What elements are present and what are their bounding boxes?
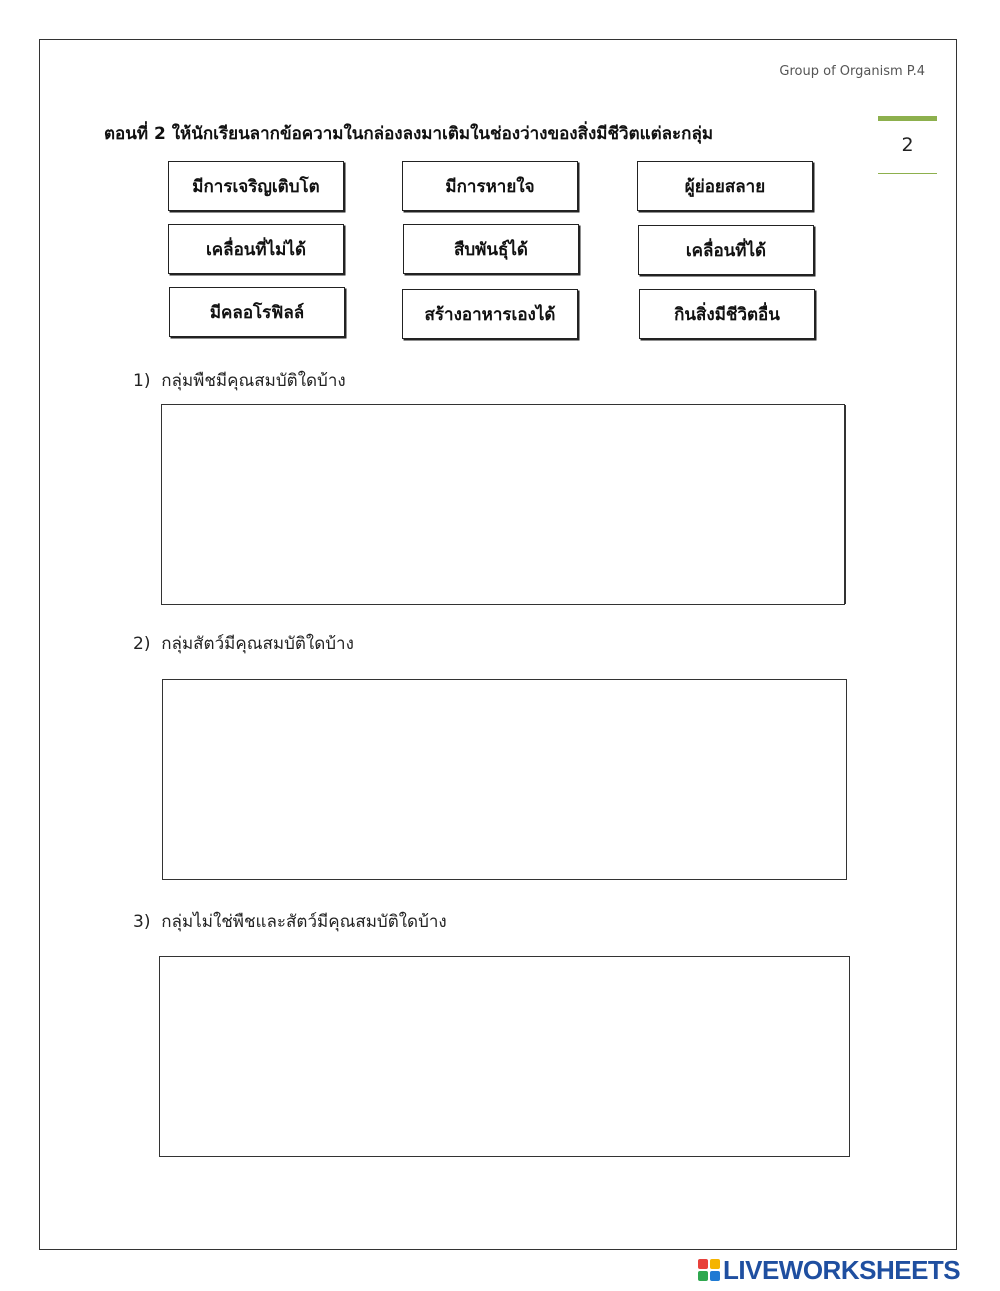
page-number-bottom-bar — [878, 173, 937, 174]
liveworksheets-logo — [698, 1256, 960, 1284]
question-3-text: กลุ่มไม่ใช่พืชและสัตว์มีคุณสมบัติใดบ้าง — [161, 912, 447, 932]
liveworksheets-logo-text: LIVEWORKSHEETS — [723, 1254, 961, 1285]
drop-zone-edge — [845, 405, 846, 604]
page-number-top-bar — [878, 116, 937, 121]
question-3 — [133, 908, 447, 935]
instruction-text: ตอนที่ 2 ให้นักเรียนลากข้อความในกล่องลงมาเติมในช่องว่างของสิ่งมีชีวิตแต่ละกลุ่ม — [104, 124, 714, 144]
chip-make-own-food[interactable]: สร้างอาหารเองได้ — [402, 289, 578, 339]
drop-zone-others[interactable] — [159, 956, 850, 1157]
chip-immobile[interactable]: เคลื่อนที่ไม่ได้ — [168, 224, 344, 274]
page-number: 2 — [901, 134, 914, 156]
chip-decomposer[interactable]: ผู้ย่อยสลาย — [637, 161, 813, 211]
page-number-badge — [878, 116, 937, 175]
question-1 — [133, 367, 346, 394]
header-label: Group of Organism P.4 — [779, 64, 925, 79]
question-1-number: 1) — [133, 371, 151, 391]
question-3-number: 3) — [133, 912, 151, 932]
chip-reproduce[interactable]: สืบพันธุ์ได้ — [403, 224, 579, 274]
question-2 — [133, 630, 354, 657]
liveworksheets-logo-icon — [698, 1259, 720, 1281]
chip-chlorophyll[interactable]: มีคลอโรฟิลล์ — [169, 287, 345, 337]
question-2-text: กลุ่มสัตว์มีคุณสมบัติใดบ้าง — [161, 634, 354, 654]
drop-zone-plants[interactable] — [161, 404, 845, 605]
question-1-text: กลุ่มพืชมีคุณสมบัติใดบ้าง — [161, 371, 346, 391]
drop-zone-animals[interactable] — [162, 679, 847, 880]
chip-respiration[interactable]: มีการหายใจ — [402, 161, 578, 211]
question-2-number: 2) — [133, 634, 151, 654]
chip-growth[interactable]: มีการเจริญเติบโต — [168, 161, 344, 211]
chip-mobile[interactable]: เคลื่อนที่ได้ — [638, 225, 814, 275]
chip-eat-other-organisms[interactable]: กินสิ่งมีชีวิตอื่น — [639, 289, 815, 339]
